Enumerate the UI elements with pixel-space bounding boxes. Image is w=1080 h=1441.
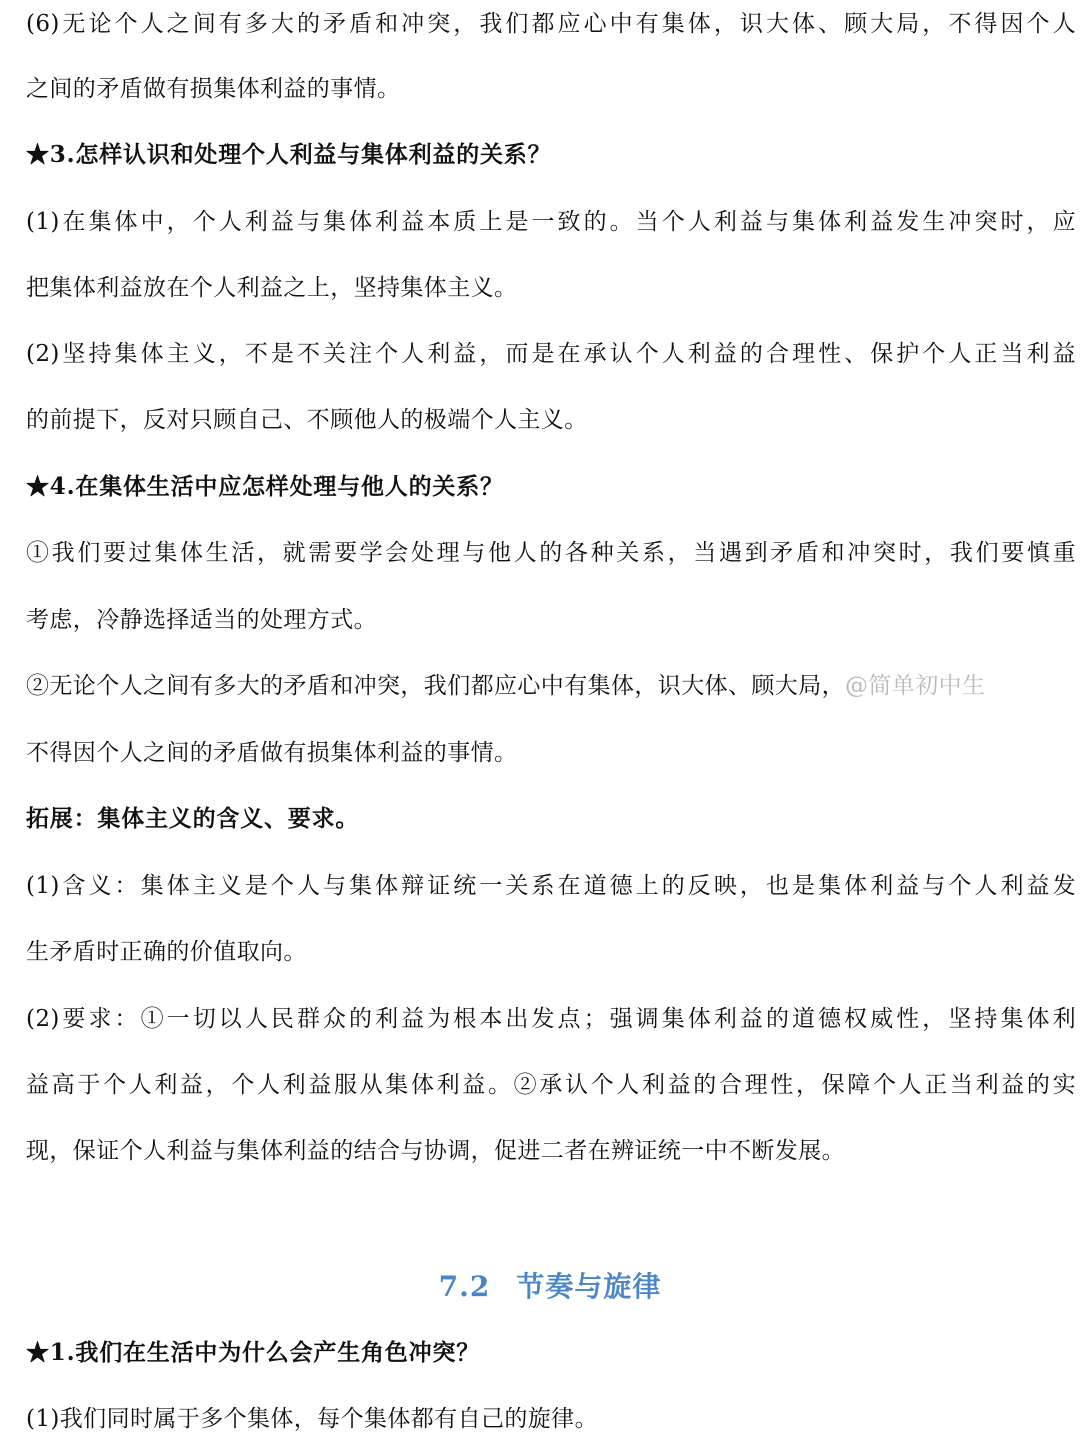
paragraph-line: (6)无论个人之间有多大的矛盾和冲突，我们都应心中有集体，识大体、顾大局，不得因个人 <box>26 11 1076 37</box>
paragraph-line: 生矛盾时正确的价值取向。 <box>26 939 307 965</box>
paragraph-line: (2)坚持集体主义，不是不关注个人利益，而是在承认个人利益的合理性、保护个人正当利益 <box>26 341 1076 367</box>
paragraph-line: 益高于个人利益，个人利益服从集体利益。②承认个人利益的合理性，保障个人正当利益的实 <box>26 1072 1076 1098</box>
section-name: 节奏与旋律 <box>516 1270 662 1303</box>
question-heading: ★3.怎样认识和处理个人利益与集体利益的关系？ <box>26 141 552 168</box>
paragraph-line: 把集体利益放在个人利益之上，坚持集体主义。 <box>26 275 518 301</box>
paragraph-line <box>26 671 1076 701</box>
paragraph-line: (1)我们同时属于多个集体，每个集体都有自己的旋律。 <box>26 1406 598 1432</box>
watermark-text: @简单初中生 <box>845 673 986 699</box>
section-title <box>0 1270 1080 1304</box>
paragraph-line: 考虑，冷静选择适当的处理方式。 <box>26 607 377 633</box>
paragraph-line: (1)含义：集体主义是个人与集体辩证统一关系在道德上的反映，也是集体利益与个人利益发 <box>26 873 1076 899</box>
paragraph-line: 的前提下，反对只顾自己、不顾他人的极端个人主义。 <box>26 407 588 433</box>
paragraph-text: ②无论个人之间有多大的矛盾和冲突，我们都应心中有集体，识大体、顾大局， <box>26 673 845 699</box>
paragraph-line: 现，保证个人利益与集体利益的结合与协调，促进二者在辨证统一中不断发展。 <box>26 1138 845 1164</box>
question-heading: ★1.我们在生活中为什么会产生角色冲突？ <box>26 1339 481 1366</box>
section-number: 7.2 <box>438 1270 491 1303</box>
paragraph-line: (1)在集体中，个人利益与集体利益本质上是一致的。当个人利益与集体利益发生冲突时，应 <box>26 209 1076 235</box>
paragraph-line: (2)要求：①一切以人民群众的利益为根本出发点；强调集体利益的道德权威性，坚持集体利 <box>26 1006 1076 1032</box>
extension-heading: 拓展：集体主义的含义、要求。 <box>26 805 360 832</box>
question-heading: ★4.在集体生活中应怎样处理与他人的关系？ <box>26 473 504 500</box>
paragraph-line: 之间的矛盾做有损集体利益的事情。 <box>26 76 401 102</box>
paragraph-line: 不得因个人之间的矛盾做有损集体利益的事情。 <box>26 740 518 766</box>
paragraph-line: ①我们要过集体生活，就需要学会处理与他人的各种关系，当遇到矛盾和冲突时，我们要慎重 <box>26 540 1076 566</box>
